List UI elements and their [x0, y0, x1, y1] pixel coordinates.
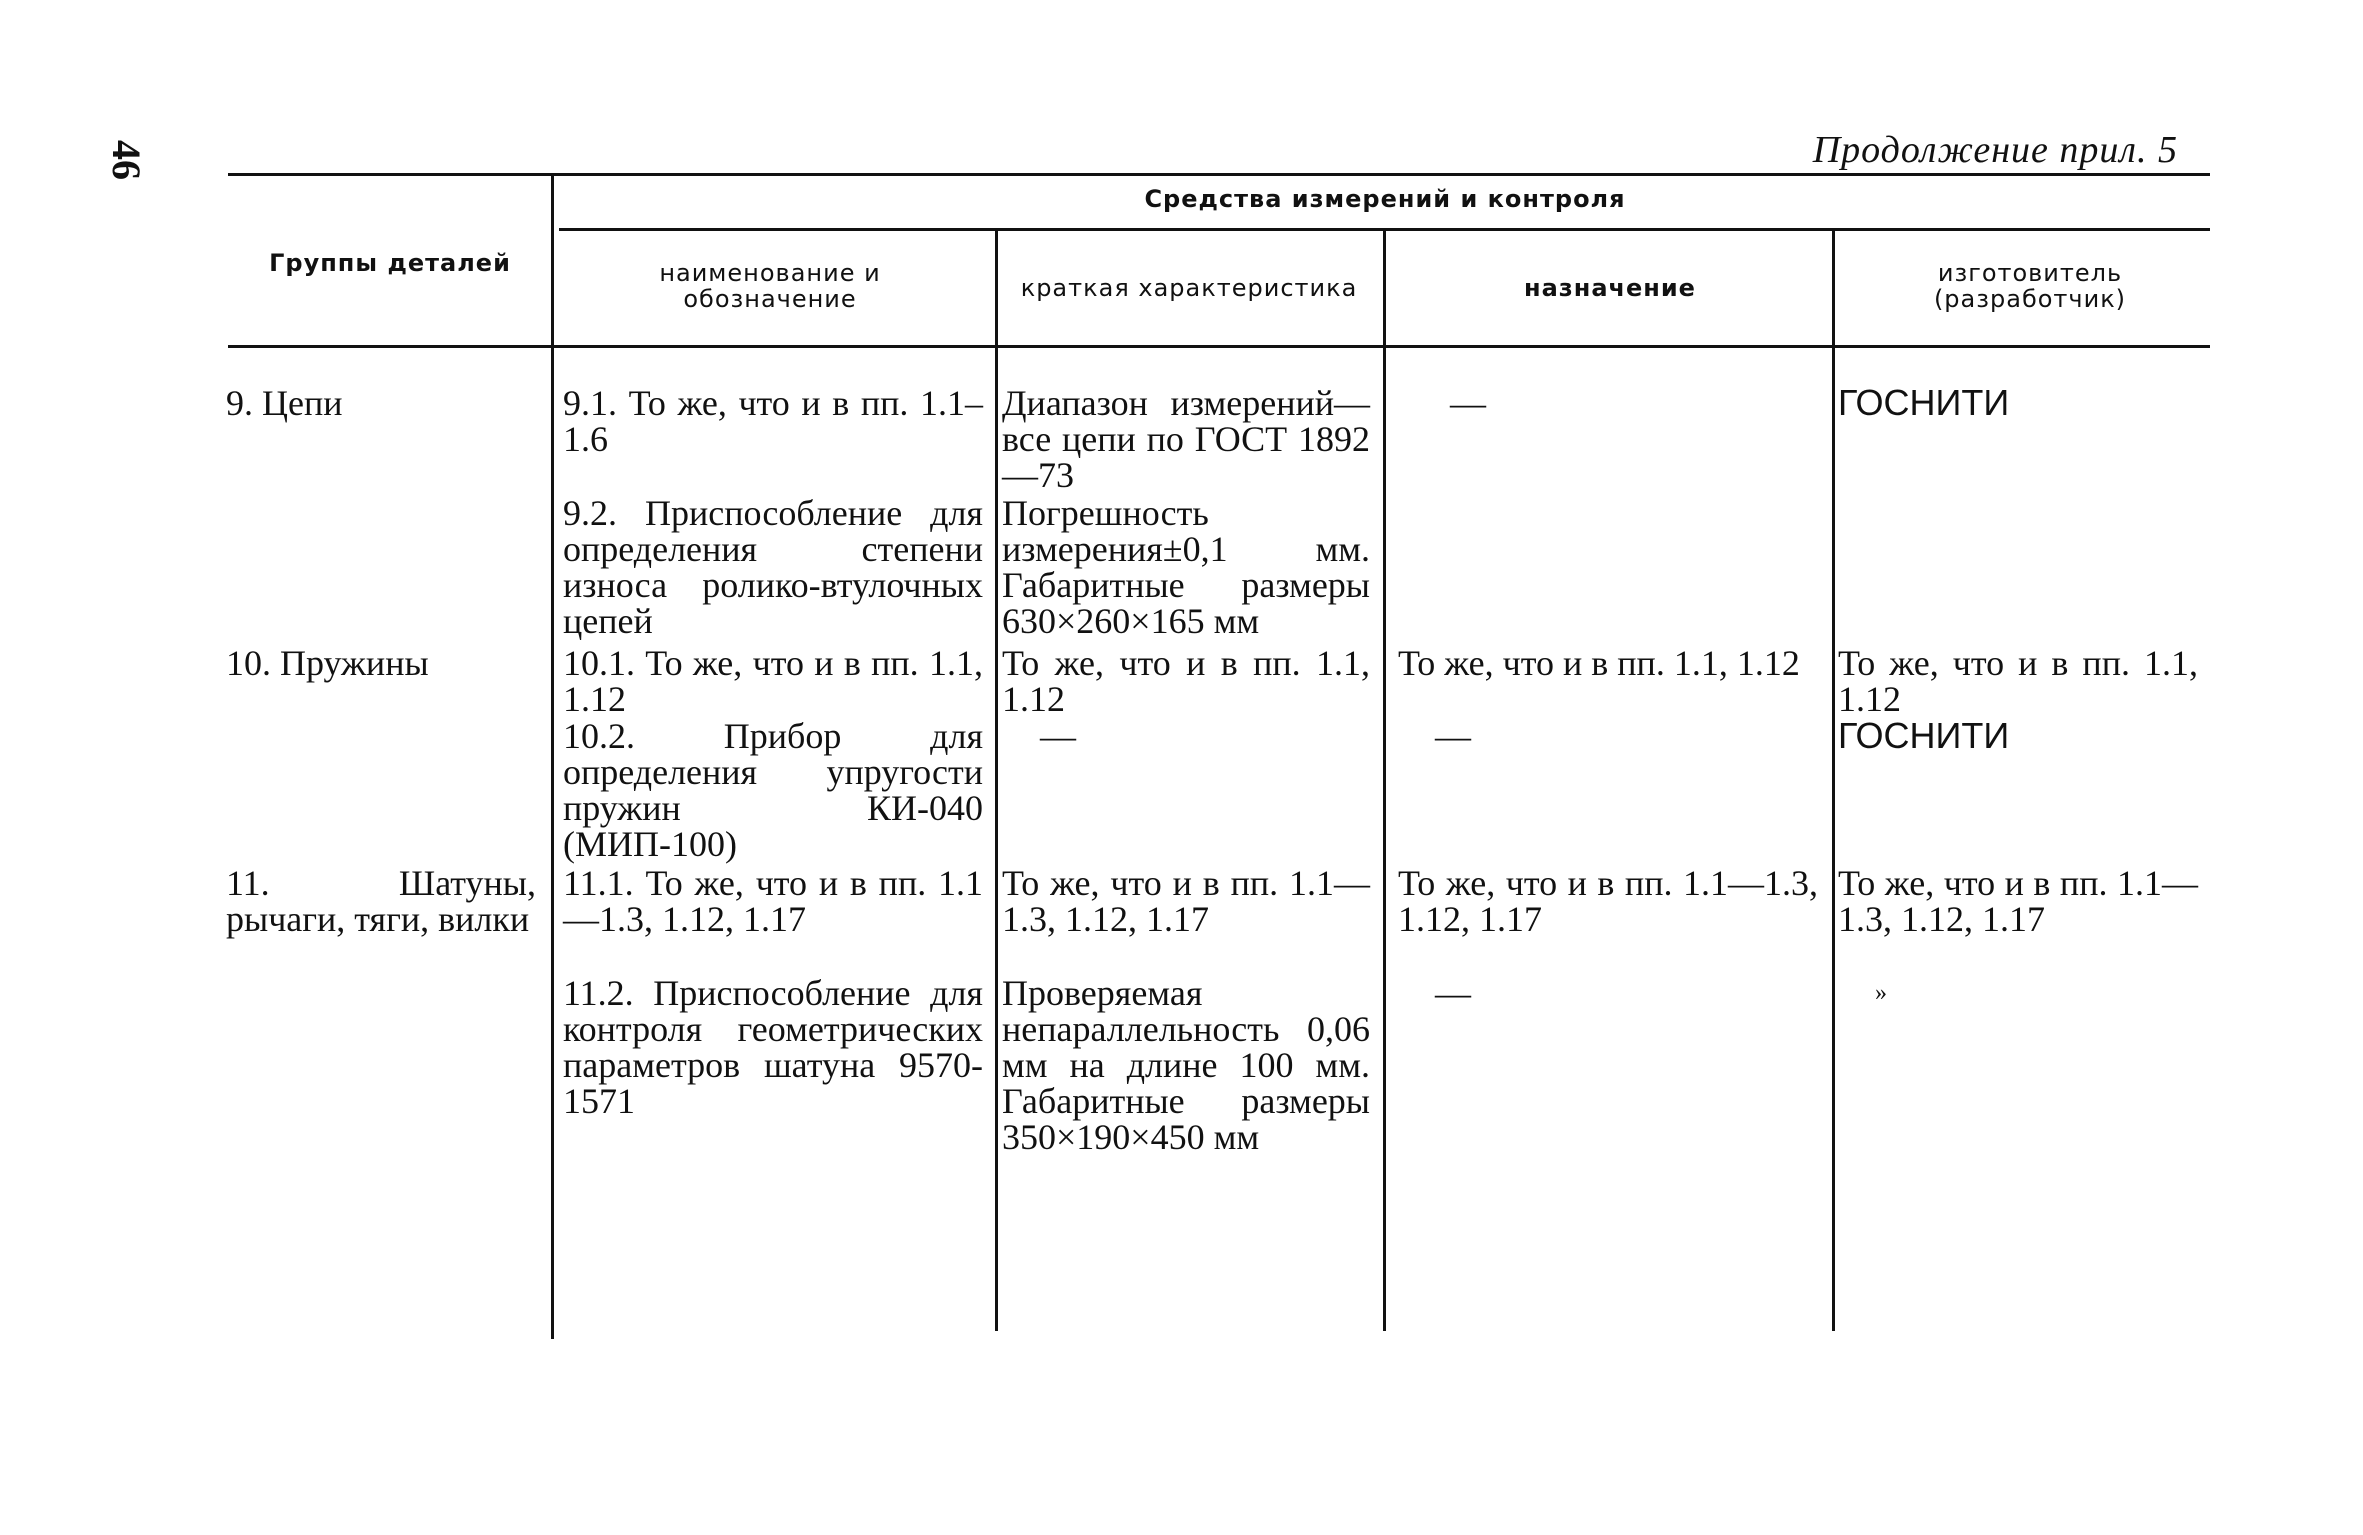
purpose-cell: —	[1435, 716, 1471, 756]
top-rule	[228, 173, 2210, 176]
characteristic-cell: —	[1040, 716, 1076, 756]
header-characteristic: краткая характеристика	[1020, 274, 1358, 302]
continuation-note: Продолжение прил. 5	[1812, 129, 2178, 171]
page-number: 46	[104, 140, 149, 180]
column-divider-1	[551, 176, 554, 1339]
characteristic-cell: Погрешность измерения±0,1 мм. Габаритные размеры 630×260×165 мм	[1002, 493, 1370, 641]
purpose-cell: —	[1450, 383, 1486, 423]
header-purpose: назначение	[1524, 274, 1696, 302]
header-groups: Группы деталей	[269, 249, 511, 277]
header-manufacturer: изготовитель (разработчик)	[1933, 259, 2127, 313]
column-divider-4	[1832, 228, 1835, 1331]
characteristic-cell: Проверяемая непараллельность 0,06 мм на длине 100 мм. Габаритные размеры 350×190×450 мм	[1002, 973, 1370, 1157]
group-cell: 9. Цепи	[226, 383, 343, 423]
purpose-cell: —	[1435, 973, 1471, 1013]
characteristic-cell: То же, что и в пп. 1.1—1.3, 1.12, 1.17	[1002, 863, 1370, 939]
header-name: наименование и обозначение	[659, 259, 881, 313]
column-divider-2	[995, 228, 998, 1331]
name-cell: 9.1. То же, что и в пп. 1.1–1.6	[563, 383, 983, 459]
name-cell: 11.1. То же, что и в пп. 1.1—1.3, 1.12, 1.17	[563, 863, 983, 939]
header-bottom-rule	[228, 345, 2210, 348]
manufacturer-cell: ГОСНИТИ	[1838, 382, 2010, 423]
header-means: Средства измерений и контроля	[1144, 185, 1626, 213]
name-cell: 10.1. То же, что и в пп. 1.1, 1.12	[563, 643, 983, 719]
name-cell: 9.2. Приспособление для определения степени износа ролико-втулочных цепей	[563, 493, 983, 641]
name-cell: 11.2. Приспособление для контроля геометрических параметров шатуна 9570-1571	[563, 973, 983, 1121]
manufacturer-cell: »	[1875, 980, 1887, 1006]
manufacturer-cell: То же, что и в пп. 1.1—1.3, 1.12, 1.17	[1838, 863, 2198, 939]
group-cell: 10. Пружины	[226, 643, 429, 683]
characteristic-cell: То же, что и в пп. 1.1, 1.12	[1002, 643, 1370, 719]
name-cell: 10.2. Прибор для определения упругости пружин КИ-040 (МИП-100)	[563, 716, 983, 864]
group-cell: 11. Шатуны, рычаги, тяги, вилки	[226, 863, 536, 939]
column-divider-3	[1383, 228, 1386, 1331]
manufacturer-cell: ГОСНИТИ	[1838, 715, 2010, 756]
purpose-cell: То же, что и в пп. 1.1—1.3, 1.12, 1.17	[1398, 863, 1818, 939]
manufacturer-cell: То же, что и в пп. 1.1, 1.12	[1838, 643, 2198, 719]
characteristic-cell: Диапазон измерений— все цепи по ГОСТ 1892—73	[1002, 383, 1370, 495]
purpose-cell: То же, что и в пп. 1.1, 1.12	[1398, 643, 1800, 683]
